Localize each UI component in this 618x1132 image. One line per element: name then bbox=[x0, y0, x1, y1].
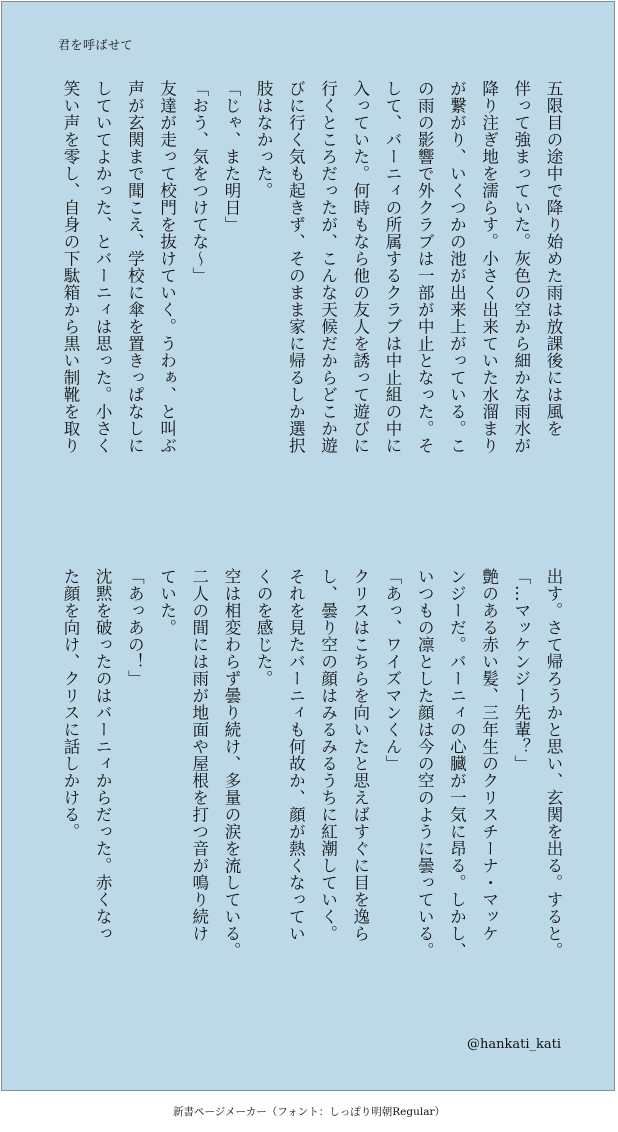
text-line: 「じゃ、また明日」 bbox=[221, 80, 241, 233]
text-line: びに行く気も起きず、そのまま家に帰るしか選択 bbox=[286, 80, 306, 454]
text-line: 入っていた。何時もなら他の友人を誘って遊びに bbox=[350, 80, 370, 454]
upper-text-block bbox=[54, 80, 569, 550]
text-line: 肢はなかった。 bbox=[254, 80, 274, 199]
text-line: 二人の間には雨が地面や屋根を打つ音が鳴り続け bbox=[189, 568, 209, 942]
text-line: 空は相変わらず曇り続け、多量の涙を流している。 bbox=[221, 568, 241, 959]
text-line: 友達が走って校門を抜けていく。うわぁ、と叫ぶ bbox=[157, 80, 177, 454]
text-line: た顔を向け、クリスに話しかける。 bbox=[60, 568, 80, 840]
text-line: 「おう、気をつけてな～」 bbox=[189, 80, 209, 284]
text-line: 伴って強まっていた。灰色の空から細かな雨水が bbox=[511, 80, 531, 454]
text-line: 「…マッケンジー先輩？」 bbox=[511, 568, 531, 772]
text-line: クリスはこちらを向いたと思えばすぐに目を逸ら bbox=[350, 568, 370, 942]
text-line: 笑い声を零し、自身の下駄箱から黒い制靴を取り bbox=[60, 80, 80, 454]
text-line: ンジーだ。バーニィの心臓が一気に昂る。しかし、 bbox=[447, 568, 467, 959]
lower-text-block bbox=[54, 568, 569, 1038]
text-line: し、曇り空の顔はみるみるうちに紅潮していく。 bbox=[318, 568, 338, 942]
text-line: いつもの凛とした顔は今の空のように曇っている。 bbox=[415, 568, 435, 959]
story-title: 君を呼ばせて bbox=[58, 38, 134, 52]
text-line: 声が玄関まで聞こえ、学校に傘を置きっぱなしに bbox=[125, 80, 145, 454]
text-line: くのを感じた。 bbox=[254, 568, 274, 687]
footer-credit: 新書ページメーカー（フォント：しっぽり明朝Regular） bbox=[173, 1106, 445, 1118]
text-line: 行くところだったが、こんな天候だからどこか遊 bbox=[318, 80, 338, 454]
text-line: の雨の影響で外クラブは一部が中止となった。そ bbox=[415, 80, 435, 454]
text-line: 「あっあの！」 bbox=[125, 568, 145, 687]
text-line: ていた。 bbox=[157, 568, 177, 636]
text-line: 出す。さて帰ろうかと思い、玄関を出る。すると。 bbox=[544, 568, 563, 959]
text-line: していてよかった、とバーニィは思った。小さく bbox=[93, 80, 113, 454]
author-handle: @hankati_kati bbox=[466, 1037, 561, 1052]
text-line: 降り注ぎ地を濡らす。小さく出来ていた水溜まり bbox=[479, 80, 499, 454]
text-line: 艶のある赤い髪、三年生のクリスチーナ・マッケ bbox=[479, 568, 499, 942]
text-line: 五限目の途中で降り始めた雨は放課後には風を bbox=[544, 80, 563, 437]
text-line: 「あっ、ワイズマンくん」 bbox=[382, 568, 402, 772]
text-line: して、バーニィの所属するクラブは中止組の中に bbox=[382, 80, 402, 454]
book-page bbox=[1, 1, 615, 1091]
text-line: それを見たバーニィも何故か、顔が熱くなってい bbox=[286, 568, 306, 942]
text-line: が繋がり、いくつかの池が出来上がっている。こ bbox=[447, 80, 467, 454]
text-line: 沈黙を破ったのはバーニィからだった。赤くなっ bbox=[93, 568, 113, 942]
